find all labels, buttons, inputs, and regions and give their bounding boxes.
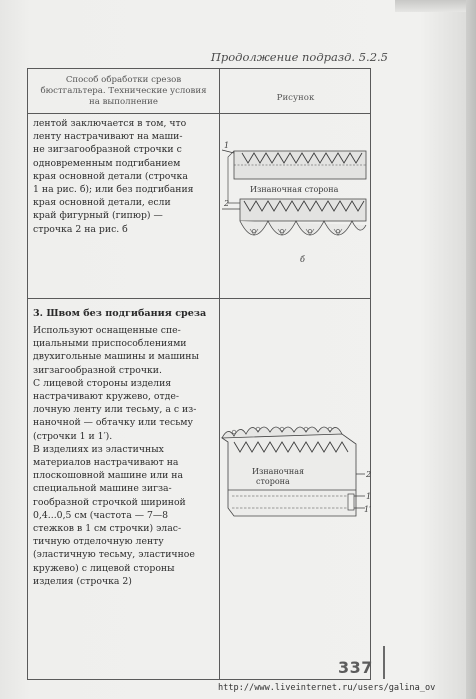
figure-b-lace-edge — [220, 139, 371, 269]
text-line: С лицевой стороны изделия — [33, 377, 172, 389]
tape-end — [348, 494, 354, 510]
page-binding-edge — [466, 0, 476, 699]
text-line: циальными приспособлениями — [33, 338, 187, 350]
header-method-line: на выполнение — [89, 97, 158, 108]
text-line: наночной — обтачку или тесьму — [33, 417, 194, 429]
lace-scallops — [240, 221, 366, 235]
text-line: (эластичную тесьму, эластичное — [33, 549, 195, 561]
lace-pattern — [250, 229, 342, 235]
text-line: кружево) с лицевой стороны — [33, 562, 175, 574]
header-divider — [28, 113, 370, 114]
text-line: край фигурный (гипюр) — — [33, 210, 163, 222]
text-line: Используют оснащенные спе- — [33, 325, 181, 336]
marker-1: 1 — [224, 141, 230, 150]
header-method — [32, 75, 215, 109]
page-number: 337 — [338, 658, 373, 677]
text-line: не зигзагообразной строчки с — [33, 144, 182, 156]
figure-caption: б — [300, 255, 305, 264]
header-figure: Рисунок — [276, 93, 315, 103]
text-line: ленту настрачивают на маши- — [33, 131, 183, 143]
text-line: плоскошовной машине или на — [33, 470, 183, 482]
text-line: гообразной строчкой шириной — [33, 496, 186, 508]
marker-2: 2 — [366, 470, 371, 479]
text-line: настрачивают кружево, отде- — [33, 391, 180, 403]
header-method-line: Способ обработки срезов — [65, 75, 182, 85]
marker-1-prime: 1′ — [364, 505, 371, 514]
header-method-line: бюстгальтера. Технические условия — [40, 86, 207, 97]
content-table — [27, 68, 371, 680]
text-line: (строчки 1 и 1′). — [33, 430, 113, 442]
wrong-side-label: Изнаночная сторона — [250, 185, 339, 194]
text-line: 0,4...0,5 см (частота — 7—8 — [33, 509, 169, 521]
row-divider — [28, 298, 370, 299]
marker-2: 2 — [224, 199, 230, 208]
row1-text — [33, 117, 215, 236]
text-line: лентой заключается в том, что — [33, 118, 187, 129]
text-line: края основной детали, если — [33, 197, 171, 209]
source-url: http://www.liveinternet.ru/users/galina_ov — [218, 683, 436, 693]
text-line: зигзагообразной строчки. — [33, 364, 162, 376]
wrong-side-label-2: сторона — [256, 477, 290, 486]
text-line: строчка 2 на рис. б — [33, 223, 128, 235]
text-line: тичную отделочную ленту — [33, 536, 164, 548]
text-line: двухигольные машины и машины — [33, 351, 199, 363]
text-line: лочную ленту или тесьму, а с из- — [33, 404, 197, 416]
text-line: края основной детали (строчка — [33, 170, 188, 182]
row2-text — [33, 324, 215, 588]
text-line: изделия (строчка 2) — [33, 575, 132, 587]
figure-elastic-trim — [220, 412, 371, 530]
wrong-side-label-1: Изнаночная — [252, 467, 305, 476]
text-line: одновременным подгибанием — [33, 157, 181, 169]
scan-shadow — [395, 0, 476, 12]
marker-1: 1 — [366, 492, 371, 501]
text-line: стежков в 1 см строчки) элас- — [33, 523, 182, 535]
text-line: специальной машине зигза- — [33, 483, 172, 495]
page-number-rule — [383, 646, 385, 679]
text-line: В изделиях из эластичных — [33, 443, 164, 455]
section-title: 3. Швом без подгибания среза — [33, 308, 207, 319]
running-head: Продолжение подразд. 5.2.5 — [210, 50, 388, 64]
text-line: 1 на рис. б); или без подгибания — [33, 184, 194, 196]
text-line: материалов настрачивают на — [33, 457, 179, 469]
